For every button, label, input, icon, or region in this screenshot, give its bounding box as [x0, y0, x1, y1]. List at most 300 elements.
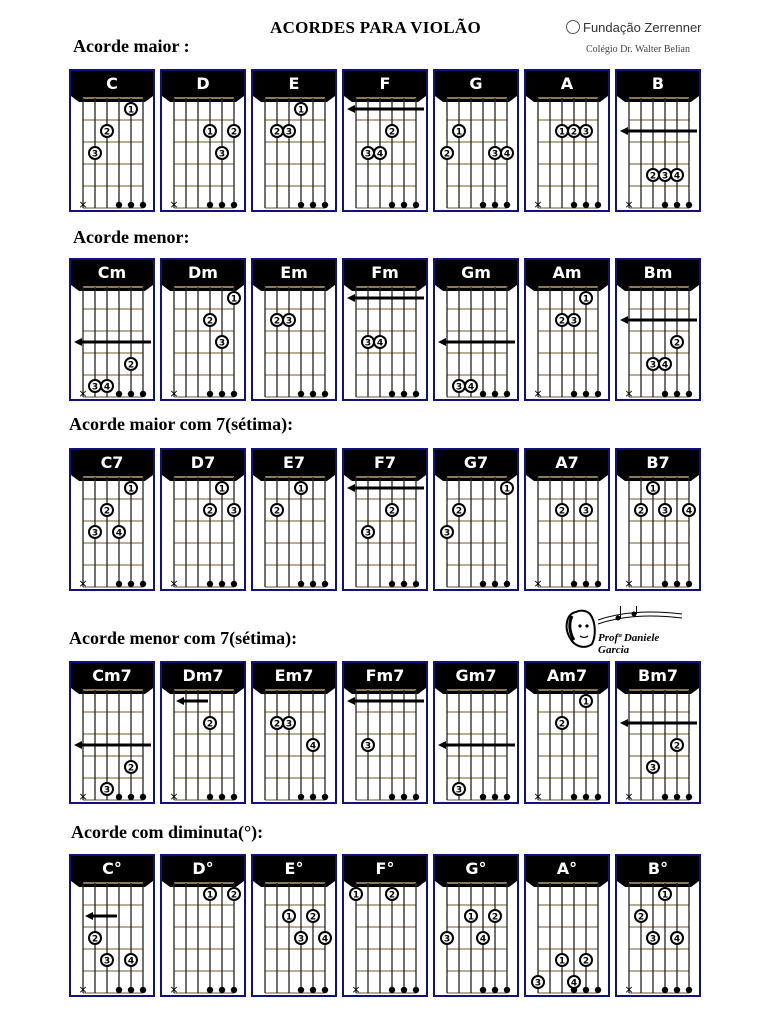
string-end-dot	[310, 987, 316, 993]
string-end-dot	[674, 794, 680, 800]
string-end-dot	[674, 987, 680, 993]
finger-dot	[283, 314, 295, 327]
fretboard	[162, 450, 244, 589]
chord-diagram	[160, 258, 246, 401]
string-end-dot	[413, 202, 419, 208]
string-end-dot	[492, 987, 498, 993]
svg-text:1: 1	[127, 105, 135, 116]
finger-dot	[283, 910, 295, 923]
chord-diagram	[160, 854, 246, 997]
chord-name: F°	[344, 856, 426, 881]
string-end-dot	[583, 794, 589, 800]
muted-string-marker: ×	[624, 983, 634, 995]
barre-arrow-head	[620, 127, 628, 135]
finger-dot	[635, 504, 647, 517]
finger-dot	[659, 888, 671, 901]
string-end-dot	[128, 202, 134, 208]
chord-name: C°	[71, 856, 153, 881]
finger-dot	[216, 482, 228, 495]
fretboard	[435, 260, 517, 399]
svg-text:3: 3	[582, 127, 590, 138]
string-end-dot	[504, 202, 510, 208]
finger-dot	[453, 125, 465, 138]
chord-diagram	[69, 661, 155, 804]
finger-dot	[453, 504, 465, 517]
chord-diagram	[342, 69, 428, 212]
string-end-dot	[674, 202, 680, 208]
fretboard	[526, 450, 608, 589]
string-end-dot	[231, 202, 237, 208]
chord-name: Am	[526, 260, 608, 285]
svg-text:2: 2	[388, 506, 396, 517]
svg-text:2: 2	[558, 316, 566, 327]
string-end-dot	[298, 391, 304, 397]
svg-text:2: 2	[230, 890, 238, 901]
svg-text:2: 2	[206, 506, 214, 517]
finger-dot	[556, 125, 568, 138]
finger-dot	[580, 954, 592, 967]
string-end-dot	[583, 987, 589, 993]
string-end-dot	[583, 581, 589, 587]
chord-name: Bm	[617, 260, 699, 285]
svg-text:2: 2	[273, 719, 281, 730]
string-end-dot	[322, 202, 328, 208]
finger-dot	[216, 147, 228, 160]
string-end-dot	[389, 987, 395, 993]
finger-dot	[125, 954, 137, 967]
finger-dot	[204, 888, 216, 901]
svg-text:2: 2	[103, 127, 111, 138]
svg-text:3: 3	[218, 338, 226, 349]
string-end-dot	[504, 794, 510, 800]
finger-dot	[501, 482, 513, 495]
finger-dot	[489, 147, 501, 160]
string-end-dot	[401, 581, 407, 587]
svg-text:1: 1	[285, 912, 293, 923]
string-end-dot	[413, 794, 419, 800]
chord-name: B7	[617, 450, 699, 475]
chord-name: Dm7	[162, 663, 244, 688]
fretboard	[71, 260, 153, 399]
svg-text:1: 1	[206, 890, 214, 901]
barre-arrow-head	[176, 697, 184, 705]
string-end-dot	[310, 391, 316, 397]
chord-name: C7	[71, 450, 153, 475]
svg-text:2: 2	[558, 506, 566, 517]
chord-name: E°	[253, 856, 335, 881]
finger-dot	[580, 292, 592, 305]
chord-diagram	[615, 448, 701, 591]
chord-diagram	[251, 854, 337, 997]
string-end-dot	[686, 581, 692, 587]
chord-diagram	[160, 661, 246, 804]
string-end-dot	[219, 794, 225, 800]
svg-text:4: 4	[661, 360, 669, 371]
finger-dot	[465, 380, 477, 393]
chord-diagram	[524, 448, 610, 591]
string-end-dot	[571, 202, 577, 208]
svg-text:4: 4	[115, 528, 123, 539]
finger-dot	[271, 314, 283, 327]
muted-string-marker: ×	[351, 983, 361, 995]
barre-arrow-head	[347, 294, 355, 302]
muted-string-marker: ×	[78, 790, 88, 802]
svg-text:3: 3	[285, 719, 293, 730]
svg-text:4: 4	[570, 978, 578, 989]
svg-text:3: 3	[364, 149, 372, 160]
chord-name: Bm7	[617, 663, 699, 688]
muted-string-marker: ×	[169, 983, 179, 995]
string-end-dot	[231, 391, 237, 397]
svg-text:2: 2	[127, 763, 135, 774]
finger-dot	[465, 910, 477, 923]
logo	[566, 20, 702, 35]
page-title: ACORDES PARA VIOLÃO	[270, 18, 481, 37]
string-end-dot	[504, 391, 510, 397]
finger-dot	[89, 380, 101, 393]
logo-subtitle: Colégio Dr. Walter Belian	[586, 44, 690, 55]
string-end-dot	[583, 391, 589, 397]
finger-dot	[204, 314, 216, 327]
finger-dot	[283, 125, 295, 138]
svg-text:2: 2	[206, 316, 214, 327]
string-end-dot	[480, 391, 486, 397]
finger-dot	[568, 314, 580, 327]
svg-text:3: 3	[91, 149, 99, 160]
svg-text:3: 3	[91, 528, 99, 539]
svg-text:1: 1	[467, 912, 475, 923]
svg-text:3: 3	[582, 506, 590, 517]
chord-name: B	[617, 71, 699, 96]
chord-row-minor	[69, 258, 701, 401]
finger-dot	[635, 910, 647, 923]
svg-text:3: 3	[364, 338, 372, 349]
string-end-dot	[140, 794, 146, 800]
string-end-dot	[219, 987, 225, 993]
chord-diagram	[160, 448, 246, 591]
string-end-dot	[322, 987, 328, 993]
finger-dot	[271, 504, 283, 517]
barre-arrow-head	[438, 338, 446, 346]
swirl-logo-icon	[566, 20, 580, 34]
string-end-dot	[298, 202, 304, 208]
svg-text:3: 3	[534, 978, 542, 989]
string-end-dot	[662, 202, 668, 208]
finger-dot	[89, 932, 101, 945]
muted-string-marker: ×	[533, 387, 543, 399]
string-end-dot	[322, 391, 328, 397]
finger-dot	[101, 125, 113, 138]
svg-text:1: 1	[558, 956, 566, 967]
svg-text:3: 3	[649, 763, 657, 774]
string-end-dot	[674, 581, 680, 587]
string-end-dot	[128, 581, 134, 587]
finger-dot	[453, 380, 465, 393]
finger-dot	[659, 504, 671, 517]
svg-text:2: 2	[455, 506, 463, 517]
string-end-dot	[480, 581, 486, 587]
svg-text:3: 3	[455, 382, 463, 393]
string-end-dot	[571, 391, 577, 397]
finger-dot	[216, 336, 228, 349]
chord-diagram	[524, 854, 610, 997]
finger-dot	[204, 125, 216, 138]
string-end-dot	[595, 391, 601, 397]
barre-arrow-head	[347, 484, 355, 492]
svg-text:2: 2	[230, 127, 238, 138]
chord-row-major-seventh	[69, 448, 701, 591]
string-end-dot	[413, 987, 419, 993]
chord-diagram	[524, 661, 610, 804]
fretboard	[617, 663, 699, 802]
fretboard	[253, 663, 335, 802]
string-end-dot	[298, 581, 304, 587]
string-end-dot	[480, 987, 486, 993]
string-end-dot	[492, 794, 498, 800]
fretboard	[526, 71, 608, 210]
chord-diagram	[615, 661, 701, 804]
svg-text:2: 2	[491, 912, 499, 923]
svg-text:4: 4	[321, 934, 329, 945]
string-end-dot	[492, 202, 498, 208]
chord-name: Gm7	[435, 663, 517, 688]
svg-text:4: 4	[673, 171, 681, 182]
string-end-dot	[686, 987, 692, 993]
string-end-dot	[583, 202, 589, 208]
string-end-dot	[231, 794, 237, 800]
finger-dot	[386, 504, 398, 517]
fretboard	[617, 450, 699, 589]
string-end-dot	[401, 794, 407, 800]
svg-text:4: 4	[127, 956, 135, 967]
string-end-dot	[571, 581, 577, 587]
svg-text:3: 3	[661, 506, 669, 517]
muted-string-marker: ×	[533, 577, 543, 589]
finger-dot	[228, 888, 240, 901]
chord-diagram	[433, 258, 519, 401]
chord-diagram	[342, 448, 428, 591]
chord-diagram	[342, 854, 428, 997]
finger-dot	[362, 526, 374, 539]
string-end-dot	[662, 581, 668, 587]
string-end-dot	[322, 794, 328, 800]
chord-diagram	[433, 854, 519, 997]
string-end-dot	[310, 794, 316, 800]
svg-text:1: 1	[558, 127, 566, 138]
section-label-major: Acorde maior :	[73, 36, 190, 56]
chord-name: E7	[253, 450, 335, 475]
string-end-dot	[662, 987, 668, 993]
chord-name: A	[526, 71, 608, 96]
finger-dot	[441, 932, 453, 945]
credit-text: Profª Daniele Garcia	[598, 632, 660, 656]
svg-text:2: 2	[127, 360, 135, 371]
muted-string-marker: ×	[624, 577, 634, 589]
finger-dot	[556, 504, 568, 517]
fretboard	[344, 260, 426, 399]
finger-dot	[125, 761, 137, 774]
svg-text:2: 2	[273, 316, 281, 327]
finger-dot	[125, 482, 137, 495]
section-label-major-seventh: Acorde maior com 7(sétima):	[69, 414, 294, 434]
string-end-dot	[389, 202, 395, 208]
string-end-dot	[686, 794, 692, 800]
string-end-dot	[128, 391, 134, 397]
svg-text:2: 2	[673, 741, 681, 752]
finger-dot	[101, 783, 113, 796]
svg-text:3: 3	[661, 171, 669, 182]
string-end-dot	[389, 581, 395, 587]
svg-text:3: 3	[649, 934, 657, 945]
string-end-dot	[128, 794, 134, 800]
string-end-dot	[401, 202, 407, 208]
fretboard	[526, 856, 608, 995]
finger-dot	[477, 932, 489, 945]
finger-dot	[362, 739, 374, 752]
svg-text:3: 3	[285, 316, 293, 327]
finger-dot	[489, 910, 501, 923]
chord-name: Am7	[526, 663, 608, 688]
string-end-dot	[116, 202, 122, 208]
fretboard	[162, 856, 244, 995]
svg-text:2: 2	[91, 934, 99, 945]
string-end-dot	[219, 391, 225, 397]
muted-string-marker: ×	[78, 577, 88, 589]
chord-name: Fm7	[344, 663, 426, 688]
chord-name: D°	[162, 856, 244, 881]
svg-text:4: 4	[673, 934, 681, 945]
string-end-dot	[674, 391, 680, 397]
string-end-dot	[480, 794, 486, 800]
finger-dot	[113, 526, 125, 539]
string-end-dot	[140, 581, 146, 587]
chord-row-major	[69, 69, 701, 212]
string-end-dot	[401, 987, 407, 993]
chord-row-diminished	[69, 854, 701, 997]
svg-text:1: 1	[352, 890, 360, 901]
string-end-dot	[310, 202, 316, 208]
string-end-dot	[595, 987, 601, 993]
string-end-dot	[492, 581, 498, 587]
string-end-dot	[401, 391, 407, 397]
muted-string-marker: ×	[78, 983, 88, 995]
barre-arrow-head	[85, 912, 93, 920]
finger-dot	[204, 717, 216, 730]
finger-dot	[295, 103, 307, 116]
chord-diagram	[615, 854, 701, 997]
finger-dot	[125, 358, 137, 371]
chord-diagram	[524, 69, 610, 212]
chord-name: B°	[617, 856, 699, 881]
svg-text:3: 3	[443, 528, 451, 539]
svg-text:2: 2	[443, 149, 451, 160]
muted-string-marker: ×	[624, 198, 634, 210]
chord-diagram	[524, 258, 610, 401]
string-end-dot	[298, 794, 304, 800]
chord-name: A7	[526, 450, 608, 475]
fretboard	[526, 663, 608, 802]
fretboard	[344, 856, 426, 995]
svg-text:4: 4	[103, 382, 111, 393]
finger-dot	[204, 504, 216, 517]
finger-dot	[228, 504, 240, 517]
chord-diagram	[160, 69, 246, 212]
svg-text:3: 3	[443, 934, 451, 945]
svg-text:1: 1	[297, 484, 305, 495]
svg-text:4: 4	[467, 382, 475, 393]
string-end-dot	[116, 987, 122, 993]
finger-dot	[671, 336, 683, 349]
svg-text:2: 2	[206, 719, 214, 730]
string-end-dot	[207, 794, 213, 800]
finger-dot	[501, 147, 513, 160]
finger-dot	[89, 147, 101, 160]
finger-dot	[659, 169, 671, 182]
chord-diagram	[69, 448, 155, 591]
string-end-dot	[595, 581, 601, 587]
fretboard	[435, 450, 517, 589]
svg-text:2: 2	[637, 506, 645, 517]
chord-name: C	[71, 71, 153, 96]
string-end-dot	[231, 581, 237, 587]
finger-dot	[295, 482, 307, 495]
finger-dot	[683, 504, 695, 517]
finger-dot	[568, 125, 580, 138]
string-end-dot	[480, 202, 486, 208]
string-end-dot	[128, 987, 134, 993]
svg-text:3: 3	[455, 785, 463, 796]
chord-name: F7	[344, 450, 426, 475]
chord-diagram	[69, 258, 155, 401]
svg-text:1: 1	[582, 697, 590, 708]
muted-string-marker: ×	[169, 577, 179, 589]
finger-dot	[580, 504, 592, 517]
chord-name: G°	[435, 856, 517, 881]
chord-name: Dm	[162, 260, 244, 285]
barre-arrow-head	[620, 316, 628, 324]
string-end-dot	[571, 794, 577, 800]
fretboard	[435, 856, 517, 995]
fretboard	[435, 71, 517, 210]
muted-string-marker: ×	[624, 387, 634, 399]
svg-text:1: 1	[661, 890, 669, 901]
svg-text:2: 2	[273, 127, 281, 138]
svg-text:4: 4	[685, 506, 693, 517]
string-end-dot	[595, 794, 601, 800]
fretboard	[71, 450, 153, 589]
finger-dot	[441, 147, 453, 160]
svg-text:4: 4	[376, 338, 384, 349]
finger-dot	[307, 739, 319, 752]
svg-text:3: 3	[570, 316, 578, 327]
muted-string-marker: ×	[78, 198, 88, 210]
finger-dot	[362, 336, 374, 349]
string-end-dot	[207, 987, 213, 993]
finger-dot	[556, 717, 568, 730]
svg-text:3: 3	[103, 785, 111, 796]
finger-dot	[319, 932, 331, 945]
string-end-dot	[219, 202, 225, 208]
string-end-dot	[492, 391, 498, 397]
finger-dot	[101, 954, 113, 967]
chord-diagram	[69, 854, 155, 997]
finger-dot	[283, 717, 295, 730]
barre-arrow-head	[620, 719, 628, 727]
svg-text:3: 3	[297, 934, 305, 945]
fretboard	[253, 856, 335, 995]
barre-arrow-head	[347, 697, 355, 705]
barre-arrow-head	[74, 741, 82, 749]
